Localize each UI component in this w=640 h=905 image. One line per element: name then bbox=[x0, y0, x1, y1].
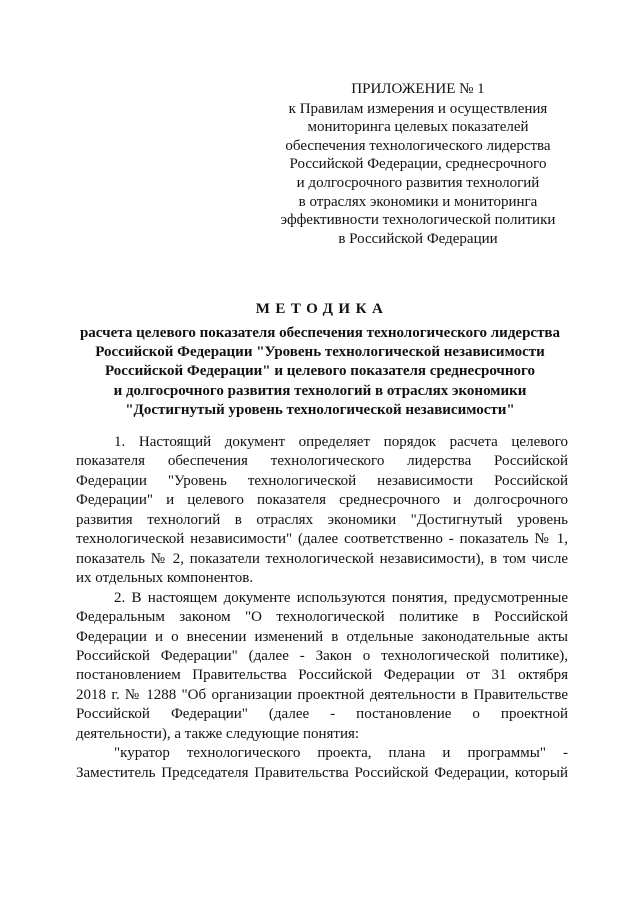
appendix-line: и долгосрочного развития технологий bbox=[296, 174, 540, 191]
paragraph-3-line: Заместитель Председателя Правительства Российской Федерации, который bbox=[76, 764, 568, 781]
subtitle-line: и долгосрочного развития технологий в отраслях экономики bbox=[113, 382, 527, 399]
appendix-line: в Российской Федерации bbox=[338, 230, 498, 247]
document-body bbox=[76, 433, 568, 783]
appendix-line: обеспечения технологического лидерства bbox=[285, 137, 551, 154]
paragraph-1-line: 1. Настоящий документ определяет порядок расчета целевого bbox=[114, 434, 568, 450]
paragraph-1-line: Федерации "Уровень технологической независимости Российской bbox=[76, 472, 568, 489]
subtitle-line: "Достигнутый уровень технологической независимости" bbox=[125, 401, 515, 418]
paragraph-3-line: "куратор технологического проекта, плана и программы" - bbox=[114, 745, 568, 762]
appendix-line: мониторинга целевых показателей bbox=[307, 119, 529, 136]
paragraph-1-line: показателя обеспечения технологического лидерства Российской bbox=[76, 453, 568, 470]
paragraph-2-line: 2. В настоящем документе используются понятия, предусмотренные bbox=[114, 589, 568, 606]
paragraph-2-line: Российской Федерации" (далее - Закон о технологической политике), bbox=[76, 647, 568, 664]
paragraph-2-line: Федеральным законом "О технологической политике в Российской bbox=[76, 609, 568, 626]
subtitle-line: расчета целевого показателя обеспечения технологического лидерства bbox=[79, 325, 561, 341]
paragraph-2-line: Федерации и о внесении изменений в отдельные законодательные акты bbox=[76, 628, 568, 645]
appendix-line: к Правилам измерения и осуществления bbox=[288, 100, 548, 117]
paragraph-2-line: 2018 г. № 1288 "Об организации проектной деятельности в Правительстве bbox=[76, 686, 568, 703]
paragraph-2-line: постановлением Правительства Российской Федерации от 31 октября bbox=[76, 667, 568, 684]
subtitle-line: Российской Федерации" и целевого показателя среднесрочного bbox=[105, 363, 535, 380]
paragraph-1-line: показатель № 2, показатели технологической независимости), в том числе bbox=[76, 550, 568, 567]
paragraph-1-line: развития технологий в отраслях экономики "Достигнутый уровень bbox=[76, 511, 568, 528]
paragraph-1-line: Федерации" и целевого показателя среднесрочного и долгосрочного bbox=[76, 492, 568, 509]
document-subtitle bbox=[62, 324, 578, 420]
appendix-line: Российской Федерации, среднесрочного bbox=[289, 156, 547, 173]
paragraph-2-line: деятельности), а также следующие понятия: bbox=[76, 725, 360, 742]
paragraph-1-line: их отдельных компонентов. bbox=[76, 570, 254, 587]
appendix-line: в отраслях экономики и мониторинга bbox=[298, 193, 538, 210]
subtitle-line: Российской Федерации "Уровень технологической независимости bbox=[95, 344, 545, 361]
document-title: МЕТОДИКА bbox=[255, 301, 389, 317]
appendix-line: эффективности технологической политики bbox=[280, 212, 556, 229]
appendix-title: ПРИЛОЖЕНИЕ № 1 bbox=[351, 81, 485, 97]
paragraph-2-line: Российской Федерации" (далее - постановление о проектной bbox=[76, 706, 568, 723]
paragraph-1-line: технологической независимости" (далее соответственно - показатель № 1, bbox=[76, 531, 568, 548]
appendix-header bbox=[268, 80, 568, 248]
